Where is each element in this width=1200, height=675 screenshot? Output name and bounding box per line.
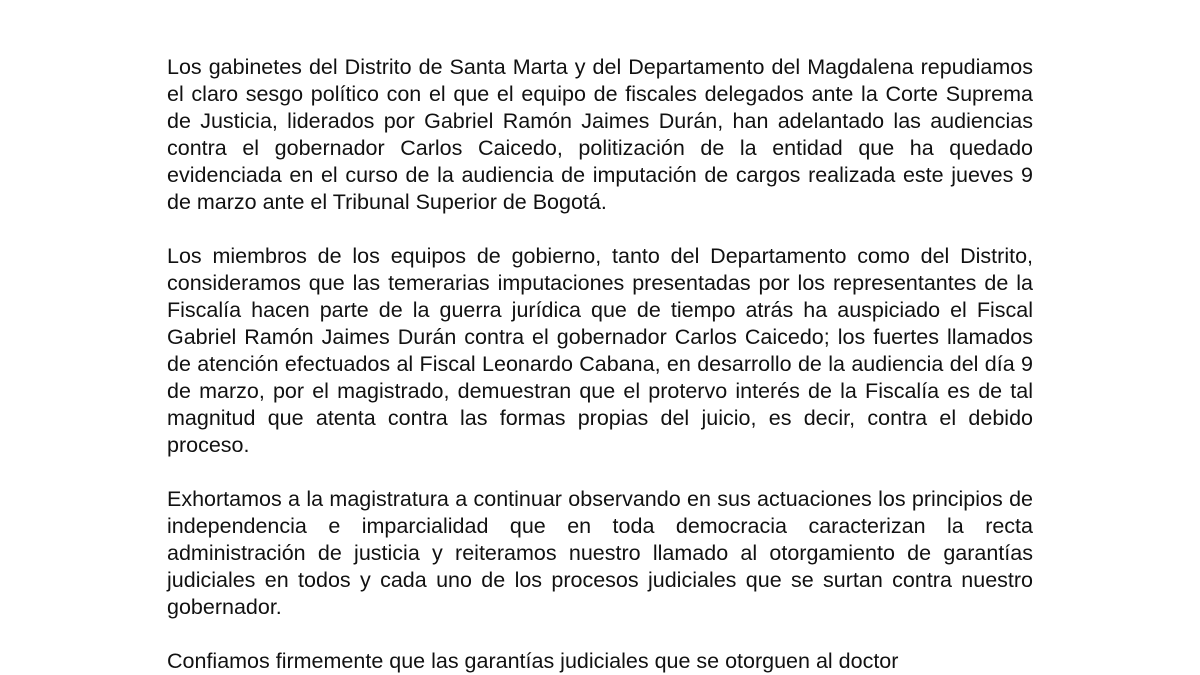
document-body	[167, 54, 1045, 675]
paragraph-3: Exhortamos a la magistratura a continuar observando en sus actuaciones los principios de independencia e imparcialidad que en toda democracia caracterizan la recta administración de justicia y reiteramos nuestro llamado al otorgamiento de garantías judiciales en todos y cada uno de los procesos judiciales que se surtan contra nuestro gobernador.	[167, 487, 1039, 619]
paragraph-4: Confiamos firmemente que las garantías judiciales que se otorguen al doctor	[167, 649, 899, 673]
paragraph-2: Los miembros de los equipos de gobierno, tanto del Departamento como del Distrito, consideramos que las temerarias imputaciones presentadas por los representantes de la Fiscalía hacen parte de la guerra jurídica que de tiempo atrás ha auspiciado el Fiscal Gabriel Ramón Jaimes Durán contra el gobernador Carlos Caicedo; los fuertes llamados de atención efectuados al Fiscal Leonardo Cabana, en desarrollo de la audiencia del día 9 de marzo, por el magistrado, demuestran que el protervo interés de la Fiscalía es de tal magnitud que atenta contra las formas propias del juicio, es decir, contra el debido proceso.	[167, 244, 1045, 457]
paragraph-1: Los gabinetes del Distrito de Santa Marta y del Departamento del Magdalena repudiamos el claro sesgo político con el que el equipo de fiscales delegados ante la Corte Suprema de Justicia, liderados por Gabriel Ramón Jaimes Durán, han adelantado las audiencias contra el gobernador Carlos Caicedo, politización de la entidad que ha quedado evidenciada en el curso de la audiencia de imputación de cargos realizada este jueves 9 de marzo ante el Tribunal Superior de Bogotá.	[167, 55, 1039, 214]
